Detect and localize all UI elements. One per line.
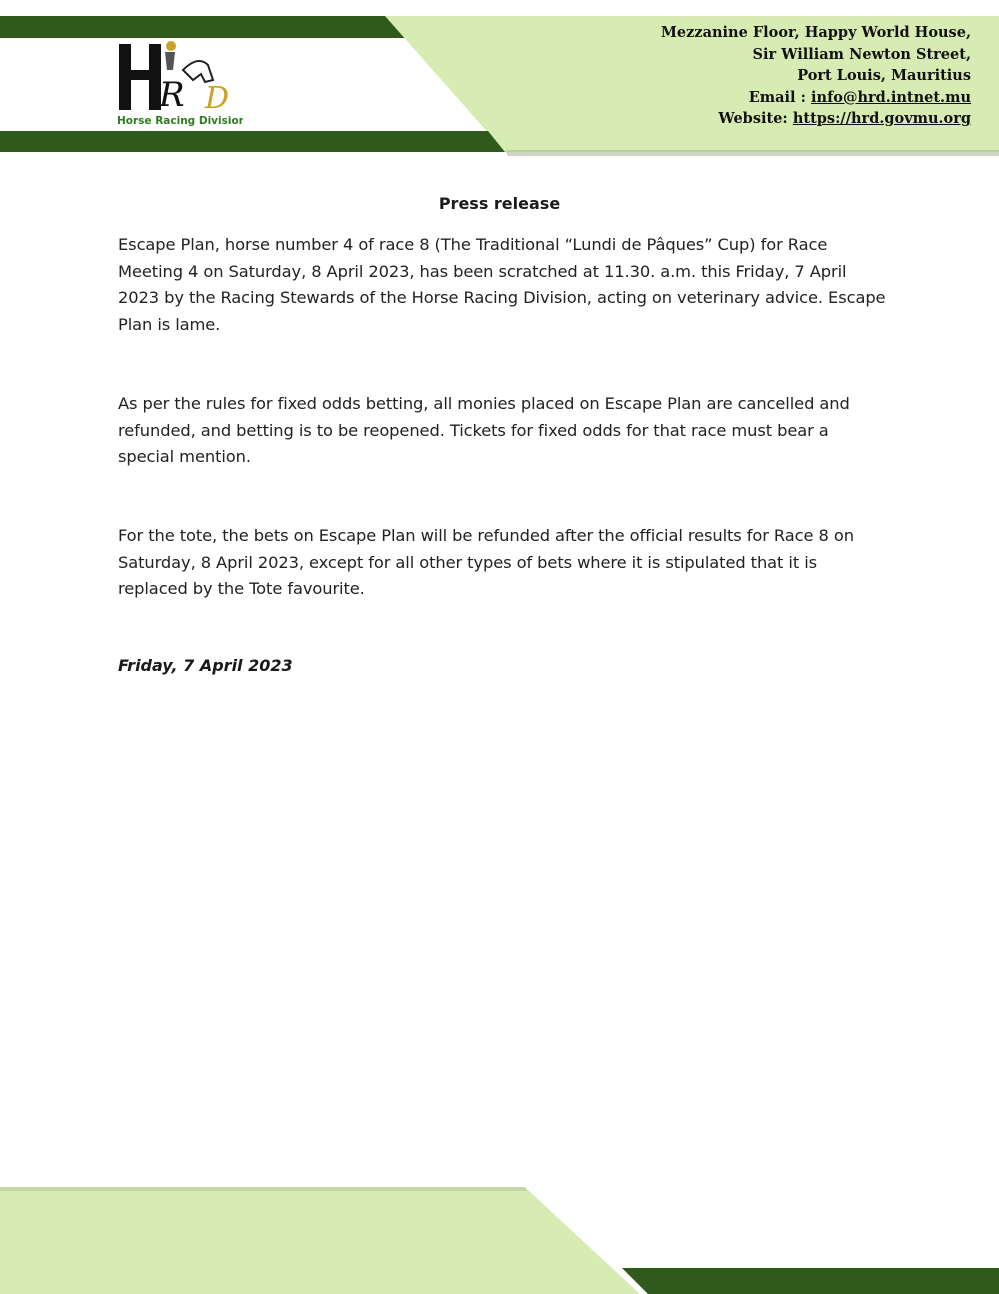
address-line-1: Mezzanine Floor, Happy World House, [660,24,971,41]
footer-banner [0,1186,999,1294]
svg-text:D: D [205,81,230,116]
page-title: Press release [438,194,561,213]
logo-caption: Horse Racing Division [117,115,243,127]
svg-text:R: R [159,75,185,115]
email-link[interactable]: info@hrd.intnet.mu [811,88,971,106]
paragraph-2: As per the rules for fixed odds betting, all monies placed on Escape Plan are cancelled and refunded, and betting is to be reopened. Tickets for fixed odds for that race must bear a special mention. [118,394,850,466]
release-date: Friday, 7 April 2023 [118,656,293,675]
paragraph-1: Escape Plan, horse number 4 of race 8 (The Traditional “Lundi de Pâques” Cup) for Race Meeting 4 on Saturday, 8 April 2023, has been scratched at 11.30. a.m. this Friday, 7 April 2023 by the Racing Stewards of the Horse Racing Division, acting on veterinary advice. Escape Plan is lame. [118,235,886,334]
address-line-2: Sir William Newton Street, [752,45,971,63]
website-link[interactable]: https://hrd.govmu.org [792,110,971,127]
website-label: Website: [718,110,793,127]
hrd-logo [113,40,243,130]
address-line-3: Port Louis, Mauritius [797,67,971,84]
address-block [661,22,971,130]
paragraph-3: For the tote, the bets on Escape Plan will be refunded after the official results for Race 8 on Saturday, 8 April 2023, except for all other types of bets where it is stipulated that it is replaced by the Tote favourite. [118,526,854,598]
website-line [661,108,971,130]
email-line [661,87,971,109]
email-label: Email : [748,88,812,106]
